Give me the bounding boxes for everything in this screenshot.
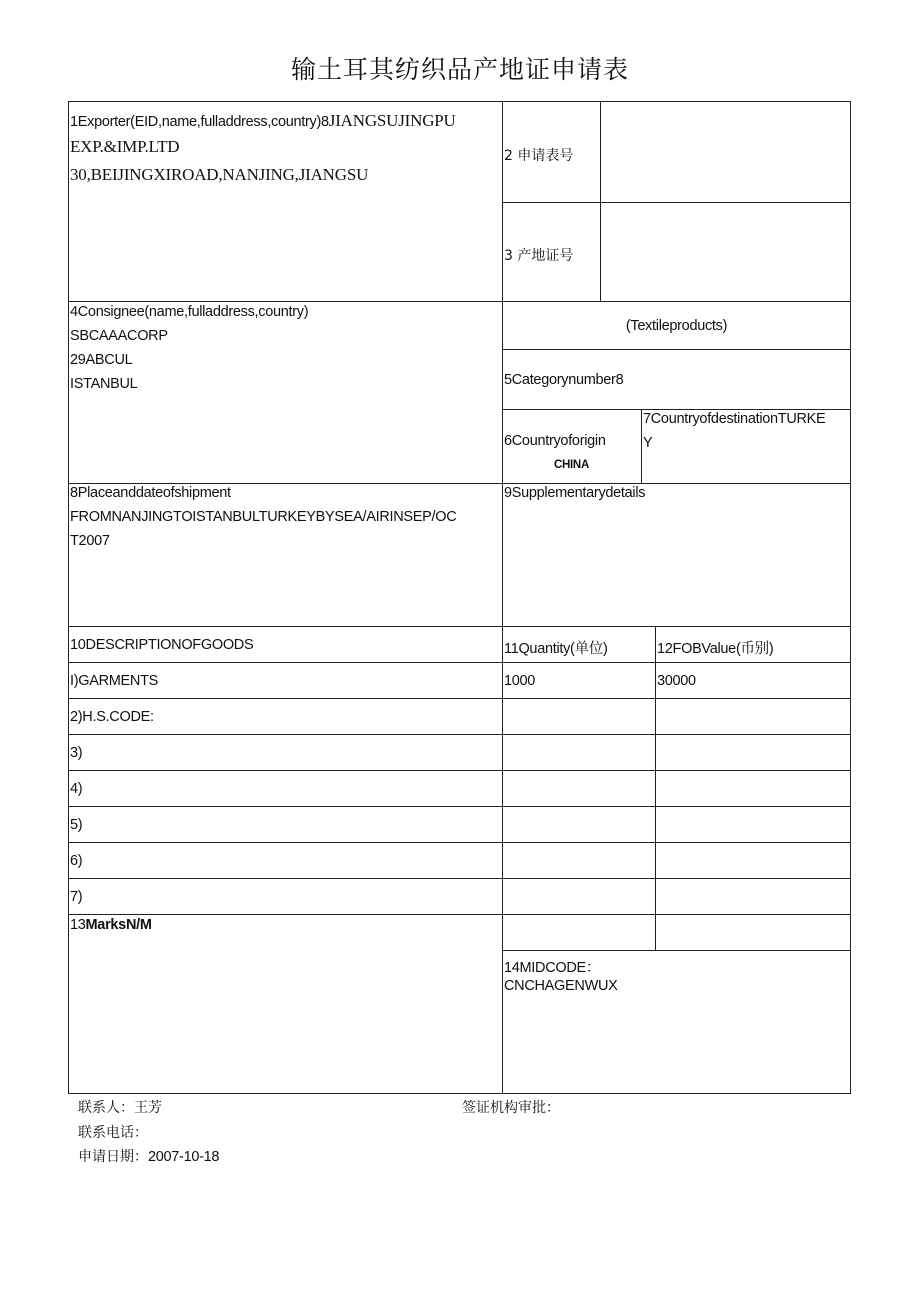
box-13-marks	[70, 916, 152, 934]
row-separator	[68, 770, 851, 771]
row-separator	[502, 409, 851, 410]
goods-row-description: 5)	[70, 817, 83, 833]
goods-column-divider	[655, 626, 656, 950]
row-separator	[68, 626, 851, 627]
box-6-7-divider	[641, 409, 642, 484]
box-6-value: CHINA	[554, 459, 589, 471]
goods-row-quantity: 1000	[504, 673, 536, 689]
exporter-name-line1: JIANGSUJINGPU	[328, 111, 456, 130]
table-border-top	[68, 101, 851, 102]
box-13-label: MarksN/M	[85, 917, 152, 933]
textile-products-label: (Textileproducts)	[625, 318, 728, 334]
goods-row-description: I)GARMENTS	[70, 673, 159, 689]
box-5-category: 5Categorynumber8	[504, 372, 624, 388]
row-separator	[502, 349, 851, 350]
row-separator	[68, 301, 851, 302]
goods-row-value: 30000	[657, 673, 696, 689]
row-separator	[68, 734, 851, 735]
table-border-bottom	[68, 1093, 851, 1094]
footer-date-value: 2007-10-18	[148, 1149, 220, 1165]
box-7-label-line2: Y	[643, 435, 653, 451]
consignee-line: ISTANBUL	[70, 376, 138, 392]
goods-row-description: 2)H.S.CODE:	[70, 709, 154, 725]
footer-contact: 联系人：王芳	[78, 1100, 162, 1116]
table-border-right	[850, 101, 851, 1094]
shipment-line2: T2007	[70, 533, 110, 549]
page-title: 输土耳其纺织品产地证申请表	[290, 55, 629, 84]
table-divider-center	[502, 101, 503, 1094]
table-border-left	[68, 101, 69, 1094]
row-separator	[68, 662, 851, 663]
consignee-line: SBCAAACORP	[70, 328, 168, 344]
box-6-label: 6Countryoforigin	[504, 433, 606, 449]
goods-header-quantity: 11Quantity(单位)	[504, 641, 608, 657]
box-2-3-separator	[502, 202, 851, 203]
row-separator	[68, 483, 851, 484]
box-8-label: 8Placeanddateofshipment	[70, 485, 231, 501]
goods-row-description: 4)	[70, 781, 83, 797]
goods-header-description: 10DESCRIPTIONOFGOODS	[70, 637, 254, 653]
exporter-address: 30,BEIJINGXIROAD,NANJING,JIANGSU	[70, 165, 369, 184]
box-3-label: 3 产地证号	[504, 248, 574, 264]
footer-date	[78, 1146, 219, 1166]
goods-header-value: 12FOBValue(币别)	[657, 641, 774, 657]
row-separator	[68, 806, 851, 807]
box-4-label: 4Consignee(name,fulladdress,country)	[70, 304, 309, 320]
consignee-line: 29ABCUL	[70, 352, 133, 368]
row-separator	[68, 878, 851, 879]
box-1-label: 1Exporter(EID,name,fulladdress,country)8	[70, 114, 329, 130]
box-7-label-line1: 7CountryofdestinationTURKE	[643, 411, 826, 427]
exporter-name-line2: EXP.&IMP.LTD	[70, 137, 180, 156]
box-13-number: 13	[70, 917, 86, 933]
row-separator	[68, 842, 851, 843]
row-separator	[68, 914, 851, 915]
box-2-label: 2 申请表号	[504, 148, 574, 164]
shipment-line1: FROMNANJINGTOISTANBULTURKEYBYSEA/AIRINSEP/OC	[70, 509, 457, 525]
goods-row-description: 7)	[70, 889, 83, 905]
footer-approval: 签证机构审批：	[462, 1100, 560, 1116]
row-separator	[502, 950, 851, 951]
row-separator	[68, 698, 851, 699]
box-14-label: 14MIDCODE：	[504, 960, 601, 976]
box-1-exporter	[70, 111, 456, 131]
footer-date-label: 申请日期：	[78, 1149, 148, 1165]
box-14-value: CNCHAGENWUX	[504, 978, 618, 994]
goods-row-description: 3)	[70, 745, 83, 761]
box-9-label: 9Supplementarydetails	[504, 485, 646, 501]
goods-row-description: 6)	[70, 853, 83, 869]
footer-phone: 联系电话：	[78, 1125, 148, 1141]
